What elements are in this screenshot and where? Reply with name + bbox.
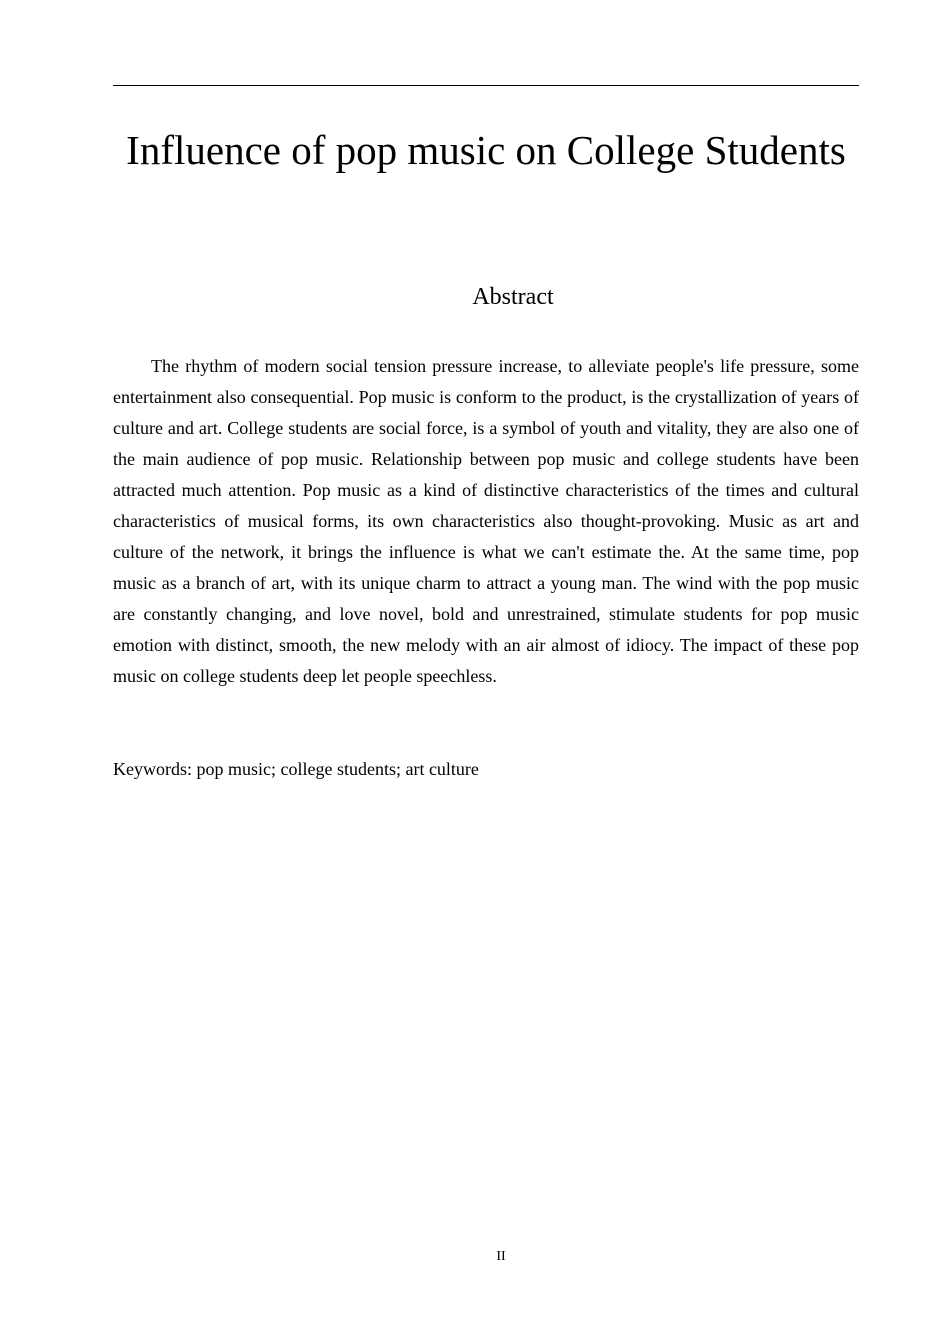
keywords-line: Keywords: pop music; college students; art culture [113, 759, 479, 779]
header-rule [113, 85, 859, 86]
document-title: Influence of pop music on College Students [126, 127, 846, 173]
abstract-paragraph: The rhythm of modern social tension pressure increase, to alleviate people's life pressure, some entertainment also consequential. Pop music is conform to the product, is the crystallization of years of culture and art. College students are social force, is a symbol of youth and vitality, they are also one of the main audience of pop music. Relationship between pop music and college students have been attracted much attention. Pop music as a kind of distinctive characteristics of the times and cultural characteristics of musical forms, its own characteristics also thought-provoking. Music as art and culture of the network, it brings the influence is what we can't estimate the. At the same time, pop music as a branch of art, with its unique charm to attract a young man. The wind with the pop music are constantly changing, and love novel, bold and unrestrained, stimulate students for pop music emotion with distinct, smooth, the new melody with an air almost of idiocy. The impact of these pop music on college students deep let people speechless. [113, 356, 859, 686]
abstract-heading: Abstract [472, 284, 554, 310]
page-number: II [496, 1249, 506, 1264]
